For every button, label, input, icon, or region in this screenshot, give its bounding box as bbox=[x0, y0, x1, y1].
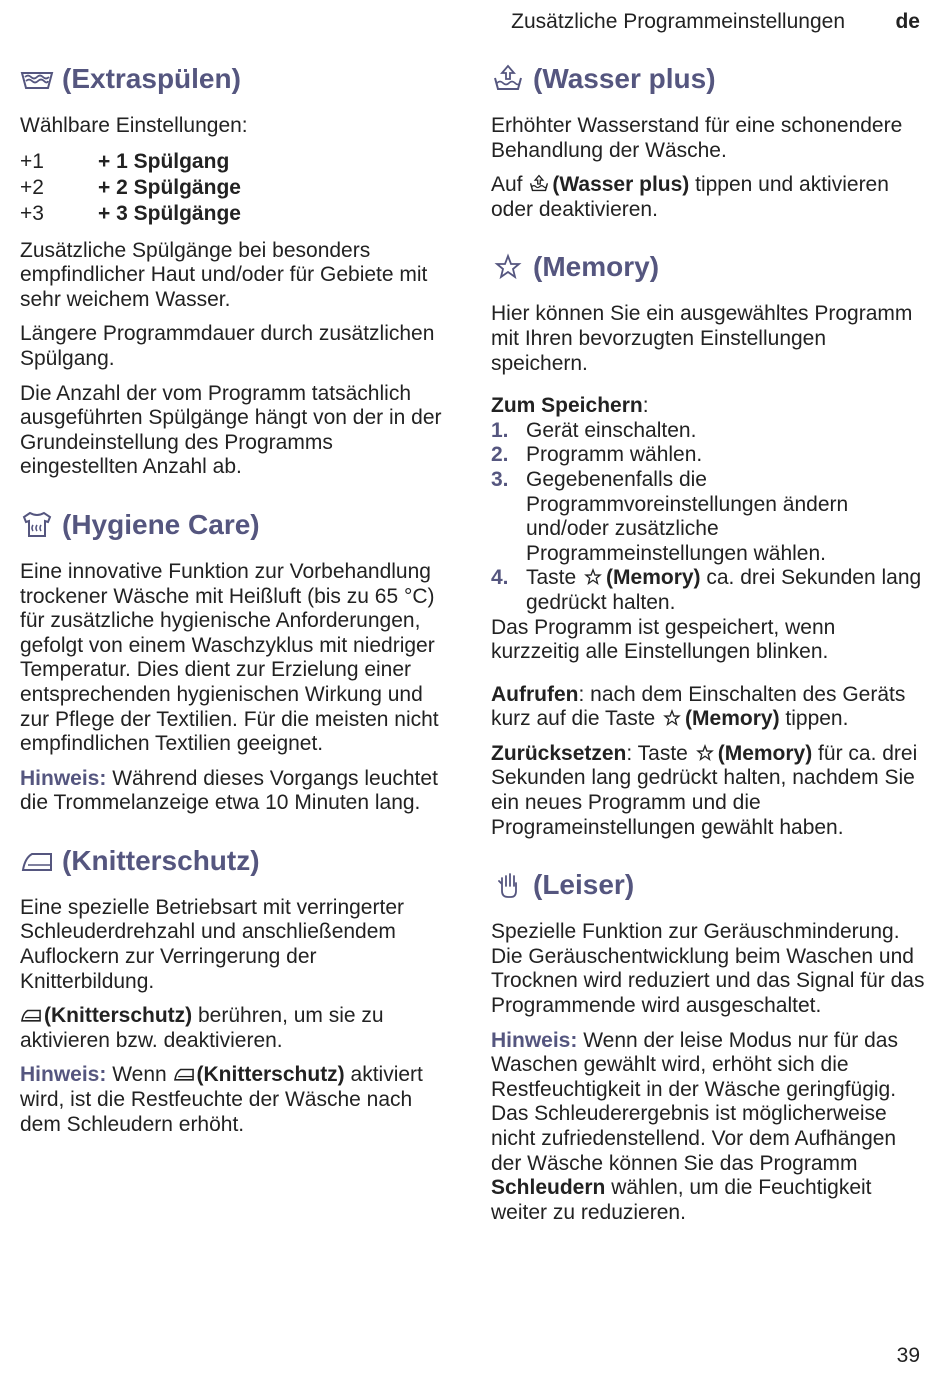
left-column bbox=[20, 58, 455, 1161]
memory-save-label: Zum Speichern bbox=[491, 394, 643, 418]
rinse-tub-icon bbox=[20, 63, 56, 95]
memory-paragraph: Hier können Sie ein ausgewähltes Programm mit Ihren bevorzugten Einstellungen speichern. bbox=[491, 302, 913, 375]
wasser-plus-button-label: (Wasser plus) bbox=[552, 173, 690, 197]
hint-text: wählen, um die Feuchtigkeit weiter zu reduzieren. bbox=[491, 1176, 872, 1224]
hint-label: Hinweis: bbox=[491, 1028, 578, 1052]
step-item bbox=[491, 468, 926, 566]
heading-memory-text: (Memory) bbox=[533, 251, 660, 283]
recall-label: Aufrufen bbox=[491, 682, 579, 706]
heading-leiser bbox=[491, 864, 926, 906]
reset-text: für ca. drei Sekunden lang gedrückt halten, nachdem Sie ein neues Programm und die Programeinstellungen gewählt haben. bbox=[491, 741, 918, 839]
star-icon bbox=[582, 567, 606, 587]
option-row bbox=[20, 201, 455, 227]
step-item bbox=[491, 443, 926, 468]
step-item bbox=[491, 419, 926, 444]
wasser-plus-paragraph-2 bbox=[491, 173, 926, 222]
heading-leiser-text: (Leiser) bbox=[533, 869, 635, 901]
step-bold: (Memory) bbox=[606, 566, 701, 590]
knitterschutz-text: berühren, um sie zu aktivieren bzw. deaktivieren. bbox=[20, 1004, 384, 1052]
memory-steps bbox=[491, 419, 926, 616]
memory-recall bbox=[491, 683, 926, 732]
step-text: Gerät einschalten. bbox=[526, 418, 697, 442]
knitterschutz-button-label: (Knitterschutz) bbox=[44, 1004, 193, 1028]
option-row bbox=[20, 175, 455, 201]
option-key: +2 bbox=[20, 175, 44, 199]
page-header bbox=[0, 10, 950, 36]
reset-bold: (Memory) bbox=[717, 741, 813, 765]
shirt-steam-icon bbox=[20, 509, 56, 541]
water-plus-icon bbox=[528, 174, 552, 194]
step-number: 2. bbox=[491, 443, 509, 467]
option-key: +1 bbox=[20, 149, 44, 173]
step-number: 1. bbox=[491, 418, 509, 442]
page-number: 39 bbox=[896, 1344, 920, 1367]
wasser-plus-text: Auf bbox=[491, 173, 529, 197]
hint-label: Hinweis: bbox=[20, 766, 107, 790]
extraspuelen-options bbox=[20, 149, 455, 227]
wasser-plus-text: tippen und aktivieren oder deaktivieren. bbox=[491, 173, 889, 221]
extraspuelen-paragraph-1: Zusätzliche Spülgänge bei besonders empfindlicher Haut und/oder für Gebiete mit sehr weichem Wasser. bbox=[20, 238, 428, 311]
option-key: +3 bbox=[20, 201, 44, 225]
hint-bold: Schleudern bbox=[491, 1176, 606, 1200]
hint-text: Wenn der leise Modus nur für das Waschen gewählt wird, erhöht sich die Restfeuchtigkeit in der Wäsche geringfügig. Das Schleuderergebnis ist möglicherweise nicht zufriedenstellend. Vor dem Aufhängen der Wäsche können Sie das Programm bbox=[491, 1028, 898, 1175]
hygiene-care-hint bbox=[20, 767, 455, 816]
iron-icon bbox=[20, 1005, 44, 1025]
recall-text: : nach dem Einschalten des Geräts kurz auf die Taste bbox=[491, 682, 906, 731]
section-extraspuelen bbox=[20, 58, 455, 480]
step-text: Gegebenenfalls die Programmvoreinstellungen ändern und/oder zusätzliche Programmeinstellungen wählen. bbox=[526, 467, 849, 565]
leiser-hint bbox=[491, 1029, 926, 1226]
hint-label: Hinweis: bbox=[20, 1063, 107, 1087]
knitterschutz-hint bbox=[20, 1063, 455, 1137]
option-value: + 1 Spülgang bbox=[98, 149, 230, 173]
step-item bbox=[491, 566, 926, 615]
option-value: + 3 Spülgänge bbox=[98, 201, 241, 225]
extraspuelen-paragraph-3: Die Anzahl der vom Programm tatsächlich ausgeführten Spülgänge hängt von der in der Grundeinstellung des Programms eingestellten Anzahl ab. bbox=[20, 381, 442, 479]
step-number: 4. bbox=[491, 566, 509, 590]
heading-wasser-plus bbox=[491, 58, 926, 100]
step-text bbox=[526, 566, 926, 615]
knitterschutz-paragraph-1: Eine spezielle Betriebsart mit verringerter Schleuderdrehzahl und anschließendem Auflockern zur Verringerung der Knitterbildung. bbox=[20, 895, 404, 993]
knitterschutz-paragraph-2 bbox=[20, 1004, 455, 1053]
iron-icon bbox=[20, 845, 56, 877]
hygiene-care-paragraph: Eine innovative Funktion zur Vorbehandlung trockener Wäsche mit Heißluft (bis zu 65 °C) für zusätzliche hygienische Anforderungen, gefolgt von einem Waschzyklus mit niedriger Temperatur. Dies dient zur Erzielung einer entsprechenden hygienischen Wirkung und zur Pflege der Textilien. Für die meisten nicht empfindlichen Textilien geeignet. bbox=[20, 559, 439, 756]
heading-knitterschutz-text: (Knitterschutz) bbox=[62, 844, 260, 876]
extraspuelen-intro: Wählbare Einstellungen: bbox=[20, 114, 248, 137]
reset-label: Zurücksetzen bbox=[491, 741, 627, 765]
memory-reset bbox=[491, 742, 926, 840]
step-text-part: ca. drei Sekunden lang gedrückt halten. bbox=[526, 566, 922, 614]
heading-extraspuelen bbox=[20, 58, 455, 100]
hint-text: Während dieses Vorgangs leuchtet die Trommelanzeige etwa 10 Minuten lang. bbox=[20, 766, 438, 815]
water-plus-icon bbox=[491, 63, 527, 95]
option-row bbox=[20, 149, 455, 175]
reset-text: : Taste bbox=[626, 741, 694, 765]
hint-text: aktiviert wird, ist die Restfeuchte der Wäsche nach dem Schleudern erhöht. bbox=[20, 1063, 423, 1136]
step-number: 3. bbox=[491, 467, 509, 491]
recall-bold: (Memory) bbox=[685, 707, 780, 731]
star-icon bbox=[694, 743, 718, 763]
section-memory bbox=[491, 246, 926, 840]
section-hygiene-care bbox=[20, 504, 455, 816]
hint-text: Wenn bbox=[106, 1063, 173, 1087]
hint-bold: (Knitterschutz) bbox=[196, 1063, 345, 1087]
extraspuelen-paragraph-2: Längere Programmdauer durch zusätzlichen Spülgang. bbox=[20, 322, 435, 370]
right-column bbox=[491, 58, 926, 1249]
heading-hygiene-care-text: (Hygiene Care) bbox=[62, 508, 260, 540]
leiser-paragraph: Spezielle Funktion zur Geräuschminderung. Die Geräuschentwicklung beim Waschen und Trocknen wird reduziert und das Signal für das Programmende wird ausgeschaltet. bbox=[491, 920, 925, 1018]
heading-extraspuelen-text: (Extraspülen) bbox=[62, 63, 241, 94]
section-knitterschutz bbox=[20, 840, 455, 1137]
wasser-plus-paragraph-1: Erhöhter Wasserstand für eine schonendere Behandlung der Wäsche. bbox=[491, 114, 903, 162]
iron-icon bbox=[173, 1064, 197, 1084]
section-leiser bbox=[491, 864, 926, 1225]
star-icon bbox=[661, 708, 685, 728]
heading-knitterschutz bbox=[20, 840, 455, 882]
option-value: + 2 Spülgänge bbox=[98, 175, 241, 199]
heading-memory bbox=[491, 246, 926, 288]
header-language: de bbox=[895, 10, 920, 33]
memory-saved-text: Das Programm ist gespeichert, wenn kurzzeitig alle Einstellungen blinken. bbox=[491, 615, 836, 664]
step-text: Programm wählen. bbox=[526, 443, 703, 467]
memory-save-label-line: Zum Speichern: bbox=[491, 394, 649, 418]
recall-text: tippen. bbox=[779, 707, 849, 731]
heading-hygiene-care bbox=[20, 504, 455, 546]
header-title: Zusätzliche Programmeinstellungen bbox=[511, 10, 845, 33]
section-wasser-plus bbox=[491, 58, 926, 222]
step-text-part: Taste bbox=[526, 566, 583, 590]
quiet-mode-icon bbox=[491, 869, 527, 901]
heading-wasser-plus-text: (Wasser plus) bbox=[533, 63, 716, 94]
star-icon bbox=[491, 251, 527, 283]
